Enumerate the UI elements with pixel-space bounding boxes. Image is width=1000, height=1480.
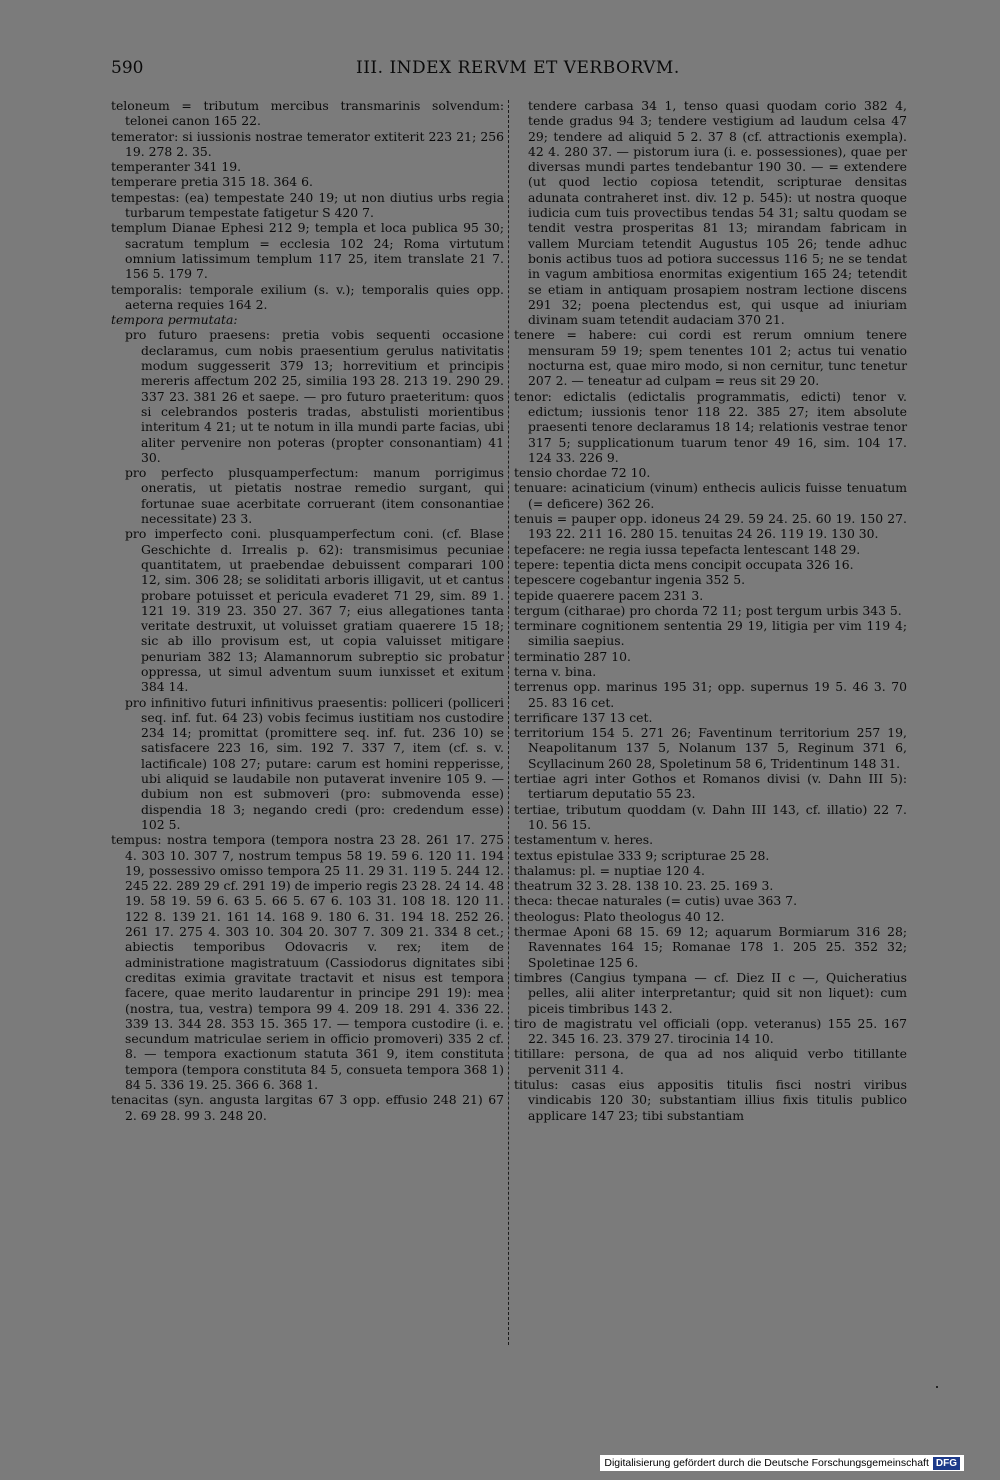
index-entry: timbres (Cangius tympana — cf. Diez II c —, Quicheratius pelles, alii aliter interpretantur; quid sit non liquet): cum piceis timbribus 143 2. [514,969,907,1016]
index-entry: temperare pretia 315 18. 364 6. [111,174,313,190]
index-entry: territorium 154 5. 271 26; Faventinum territorium 257 19, Neapolitanum 137 5, Nolanum 137 5, Reginum 371 6, Scyllacinum 260 28, Spoletinum 58 6, Tridentinum 148 31. [514,725,907,771]
running-title: III. INDEX RERVM ET VERBORVM. [356,58,680,78]
index-entry: thalamus: pl. = nuptiae 120 4. [514,862,705,878]
index-entry: tenuare: acinaticium (vinum) enthecis aulicis fuisse tenuatum (= deficere) 362 26. [514,480,907,511]
index-entry: theatrum 32 3. 28. 138 10. 23. 25. 169 3. [514,878,774,894]
index-entry: theca: thecae naturales (= cutis) uvae 363 7. [514,893,798,909]
index-entry: thermae Aponi 68 15. 69 12; aquarum Bormiarum 316 28; Ravennates 164 15; Romanae 178 1. 205 25. 352 32; Spoletinae 125 6. [514,924,907,970]
index-entry: terminare cognitionem sententia 29 19, litigia per vim 119 4; similia saepius. [514,618,907,649]
index-entry: tepide quaerere pacem 231 3. [514,587,704,603]
index-entry: tenere = habere: cui cordi est rerum omnium tenere mensuram 59 19; spem tenentes 101 2; actus tui venatio nocturna est, quae miro modo, si non cernitur, tunc tenetur 207 2. — teneatur ad culpam = reus sit 29 20. [514,327,907,389]
index-entry: tenuis = pauper opp. idoneus 24 29. 59 24. 25. 60 19. 150 27. 193 22. 211 16. 280 15. tenuitas 24 26. 119 19. 130 30. [514,511,907,542]
index-entry: tertiae, tributum quoddam (v. Dahn III 143, cf. illatio) 22 7. 10. 56 15. [514,801,907,832]
column-divider [508,100,509,1345]
scan-speck [936,1386,938,1388]
index-entry: titulus: casas eius appositis titulis fisci nostri viribus vindicabis 120 30; substantiam illius fixis titulis publico applicare 147 23; tibi substantiam [514,1077,907,1123]
index-subentry: pro futuro praesens: pretia vobis sequenti occasione declaramus, cum nobis praesentium gerulus nativitatis modum suggesserit 379 13; horrevitium et principis mereris affectum 202 25, similia 193 28. 213 19. 290 29. 337 23. 381 26 et saepe. — pro futuro praeteritum: quos si celebrandos posteris tradas, abstulisti morientibus interitum 4 21; ut te notum in illa mundi parte facias, ubi aliter pervenire non poteras (propter consonantiam) 41 30. [125,327,504,465]
footer-text: Digitalisierung gefördert durch die Deutsche Forschungsgemeinschaft [604,1457,929,1469]
index-subentry: pro perfecto plusquamperfectum: manum porrigimus oneratis, ut pietatis nostrae remedio surgant, qui fortunae suae acerbitate corruerant (item consonantiae necessitate) 23 3. [125,465,504,527]
index-entry: temporalis: temporale exilium (s. v.); temporalis quies opp. aeterna requies 164 2. [111,281,504,312]
index-entry: temperanter 341 19. [111,159,242,175]
left-column [111,98,504,1123]
index-entry: tepescere cogebantur ingenia 352 5. [514,572,746,588]
index-entry: tergum (citharae) pro chorda 72 11; post tergum urbis 343 5. [514,602,902,618]
index-entry: tensio chordae 72 10. [514,465,651,481]
index-entry: tiro de magistratu vel officiali (opp. veteranus) 155 25. 167 22. 345 16. 23. 379 27. tirocinia 14 10. [514,1015,907,1047]
right-column [514,98,907,1123]
dfg-logo: DFG [933,1457,960,1470]
index-entry: terna v. bina. [514,663,597,679]
index-entry: tempestas: (ea) tempestate 240 19; ut non diutius urbs regia turbarum tempestate fatigetur S 420 7. [111,189,504,221]
index-entry: theologus: Plato theologus 40 12. [514,908,725,924]
index-entry: terrificare 137 13 cet. [514,709,653,725]
index-entry: tenor: edictalis (edictalis programmatis, edicti) tenor v. edictum; iussionis tenor 118 22. 385 27; item absolute praesenti tenore declaramus 18 14; relationis vestrae tenor 317 5; supplicationum tuarum tenor 49 16, sim. 104 17. 124 33. 226 9. [514,388,907,465]
page-number: 590 [111,58,144,78]
index-entry: textus epistulae 333 9; scripturae 25 28. [514,847,770,863]
index-entry: tepefacere: ne regia iussa tepefacta lentescant 148 29. [514,541,861,557]
index-entry: tenacitas (syn. angusta largitas 67 3 opp. effusio 248 21) 67 2. 69 28. 99 3. 248 20. [111,1092,504,1123]
index-entry: temerator: si iussionis nostrae temerator extiterit 223 21; 256 19. 278 2. 35. [111,128,504,159]
index-entry: tertiae agri inter Gothos et Romanos divisi (v. Dahn III 5): tertiarum deputatio 55 23. [514,771,907,802]
index-entry: terrenus opp. marinus 195 31; opp. supernus 19 5. 46 3. 70 25. 83 16 cet. [514,679,907,710]
index-entry: tempora permutata: [111,312,238,328]
digitization-footer [600,1455,964,1471]
index-entry: testamentum v. heres. [514,832,654,848]
index-entry-continued: tendere carbasa 34 1, tenso quasi quodam corio 382 4, tende gradus 94 3; tendere vestigium ad laudum celsa 47 29; tendere ad aliquid 5 2. 37 8 (cf. attractionis exempla). 42 4. 280 37. — pistorum iura (i. e. possessiones), quae per diversas mundi partes tendebantur 190 30. — = extendere (ut quod lectio copiosa tetendit, scripturae densitas adunata contraheret inst. div. 12 p. 545): ut nostra quoque iudicia cum tuis provectibus tendas 54 31; saltu quodam se tendit vestra prosperitas 81 13; mirandam fabricam in vallem Murciam tetendit Augustus 105 26; tende adhuc bonis actibus tuos ad potiora successus 116 5; ne se tendat in vagum ambitiosa enormitas exigentium 165 24; tetendit se etiam in antiquam prosapiem nostram lectione discens 291 32; poena plectendus est, qui usque ad iniuriam divinam suam tetendit audaciam 370 21. [528,98,907,328]
index-entry: tepere: tepentia dicta mens concipit occupata 326 16. [514,556,854,572]
index-entry: tempus: nostra tempora (tempora nostra 23 28. 261 17. 275 4. 303 10. 307 7, nostrum tempus 58 19. 59 6. 120 11. 194 19, possessivo omisso tempora 25 11. 29 31. 119 5. 244 12. 245 22. 289 29 cf. 291 19) de imperio regis 23 28. 24 14. 48 19. 58 19. 59 6. 63 5. 66 5. 67 6. 103 31. 108 18. 120 11. 122 8. 139 21. 161 14. 168 9. 180 6. 31. 194 18. 252 26. 261 17. 275 4. 303 10. 304 20. 307 7. 309 21. 334 8 cet.; abiectis temporibus Odovacris v. rex; item de administratione magistratuum (Cassiodorus dignitates sibi creditas eximia gravitate tractavit et nisus est tempora facere, quae merito laudarentur in principe 291 19): mea (nostra, tua, vestra) tempora 99 4. 209 18. 291 4. 336 22. 339 13. 344 28. 353 15. 365 17. — tempora custodire (i. e. secundum matriculae seriem in officio promoveri) 335 2 cf. 8. — tempora exactionum statuta 361 9, item constituta tempora (tempora constituta 84 5, consueta tempora 368 1) 84 5. 336 19. 25. 366 6. 368 1. [111,832,504,1092]
index-subentry: pro infinitivo futuri infinitivus praesentis: polliceri (polliceri seq. inf. fut. 64 23) vobis fecimus iustitiam nos custodire 234 14; promittat (promittere seq. inf. fut. 236 10) se satisfacere 223 16, sim. 192 7. 337 7, item (cf. s. v. lactificale) 108 27; putare: carum est homini repperisse, ubi aliquid se laudabile non putaverat invenire 105 9. — dubium non est submoveri (pro: submovenda esse) dispendia 18 3; negando credi (pro: credendum esse) 102 5. [125,694,504,832]
index-entry: teloneum = tributum mercibus transmarinis solvendum: telonei canon 165 22. [111,98,504,129]
index-entry: templum Dianae Ephesi 212 9; templa et loca publica 95 30; sacratum templum = ecclesia 102 24; Roma virtutum omnium latissimum templum 117 25, item translate 21 7. 156 5. 179 7. [111,220,504,282]
index-entry: titillare: persona, de qua ad nos aliquid verbo titillante pervenit 311 4. [514,1046,907,1077]
index-entry: terminatio 287 10. [514,648,631,664]
index-subentry: pro imperfecto coni. plusquamperfectum coni. (cf. Blase Geschichte d. Irrealis p. 62): transmisimus pecuniae quantitatem, ut praebendae debuissent comparari 100 12, sim. 306 28; se soliditati arboris illigavit, ut et cantus probare potuisset et pericula evaderet 71 29, sim. 89 1. 121 19. 319 23. 350 27. 367 7; eius allegationes tanta veritate destruxit, ut voluisset gratiam quaerere 15 18; sic ab illo provisum est, ut copia valuisset mitigare penuriam 382 13; Alamannorum subreptio sic probatur oppressa, ut simul adventum suum iunxisset et exitum 384 14. [125,526,504,695]
